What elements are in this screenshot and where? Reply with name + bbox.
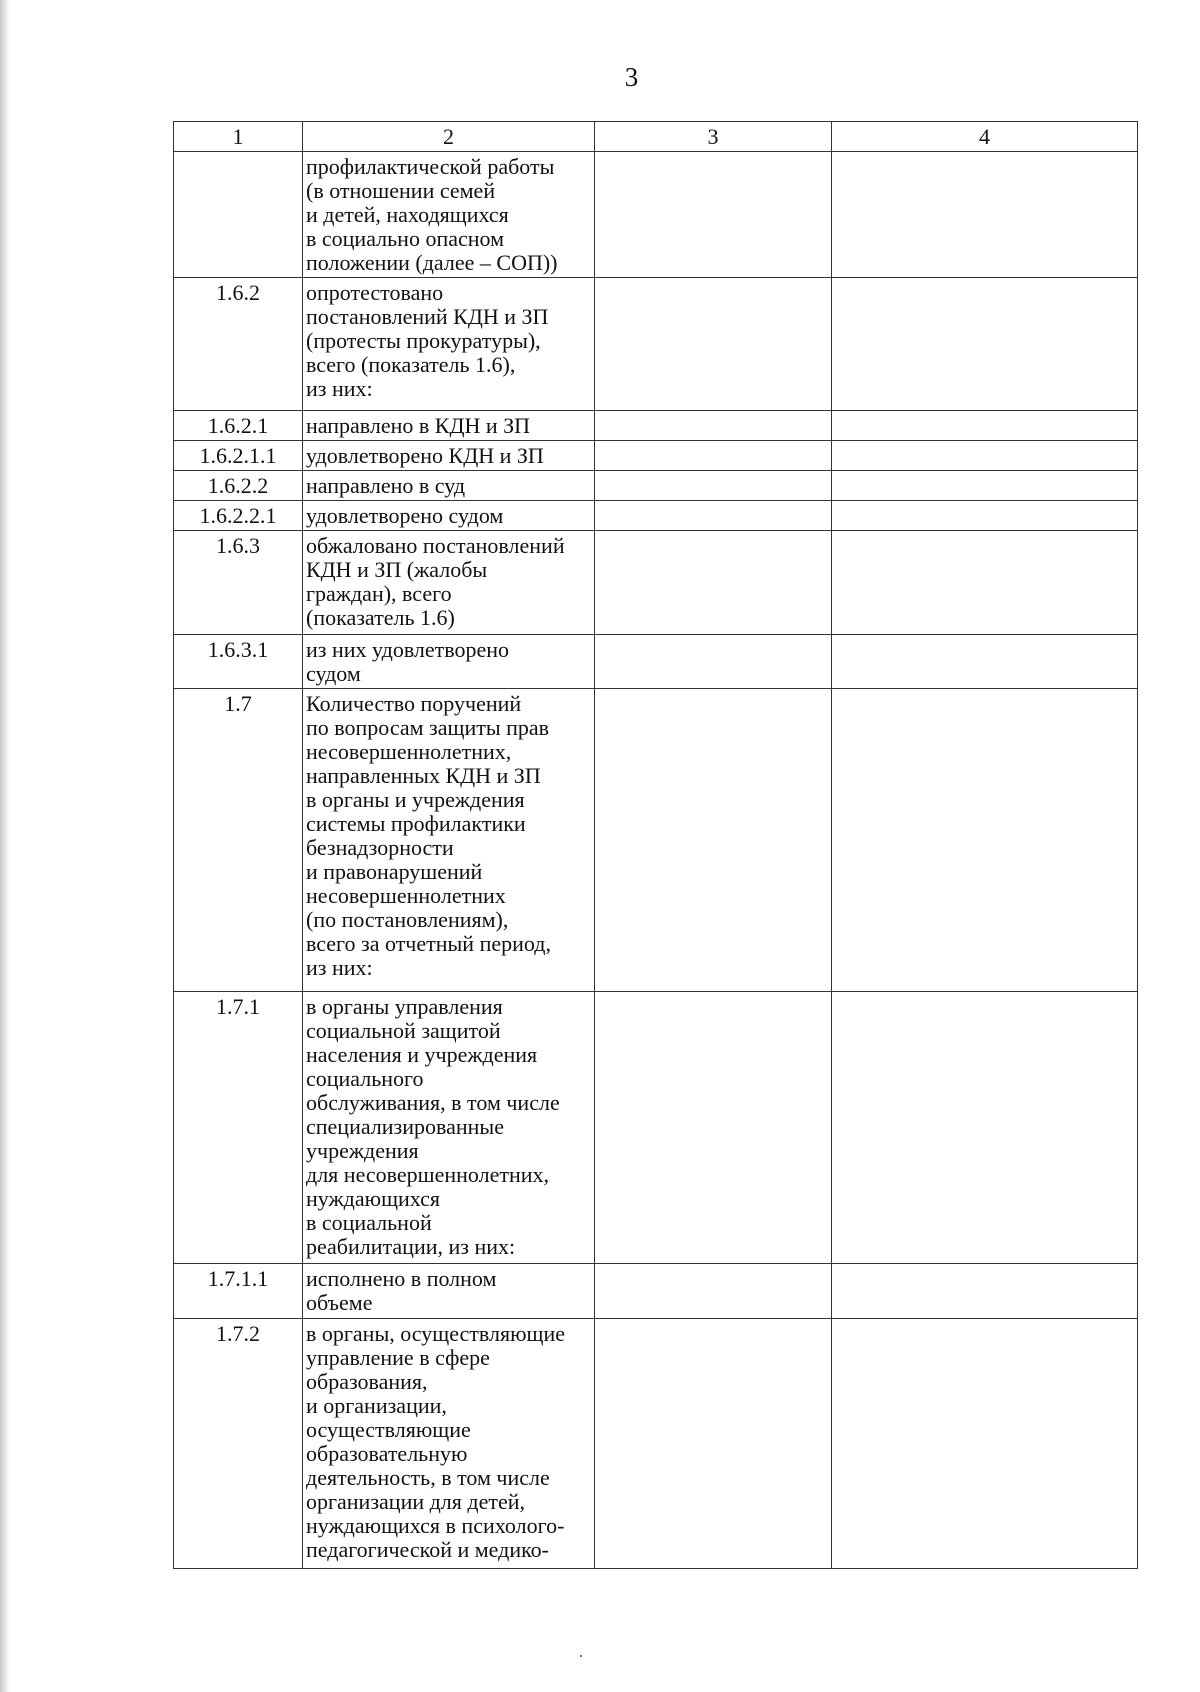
scan-edge-shadow (0, 0, 10, 1692)
row-value-col3 (595, 411, 832, 441)
row-value-col4 (832, 411, 1138, 441)
row-description: в органы, осуществляющие управление в сфере образования, и организации, осуществляющие образовательную деятельность, в том числе организации для детей, нуждающихся в психолого- педагогической и медико- (303, 1319, 595, 1569)
row-value-col3 (595, 278, 832, 411)
row-code (174, 152, 303, 278)
row-description: удовлетворено КДН и ЗП (303, 441, 595, 471)
row-value-col4 (832, 689, 1138, 992)
column-header-3: 3 (595, 122, 832, 152)
row-value-col4 (832, 278, 1138, 411)
row-description: направлено в КДН и ЗП (303, 411, 595, 441)
row-value-col3 (595, 471, 832, 501)
row-value-col4 (832, 152, 1138, 278)
row-value-col3 (595, 1264, 832, 1319)
row-value-col3 (595, 992, 832, 1264)
row-value-col3 (595, 1319, 832, 1569)
column-header-2: 2 (303, 122, 595, 152)
row-value-col3 (595, 501, 832, 531)
scan-speck (580, 1655, 582, 1657)
table-row (174, 278, 1138, 411)
page-number: 3 (624, 62, 639, 92)
row-code: 1.7.1.1 (174, 1264, 303, 1319)
row-code: 1.7.2 (174, 1319, 303, 1569)
row-code: 1.6.2.2 (174, 471, 303, 501)
table-row (174, 441, 1138, 471)
row-description: опротестовано постановлений КДН и ЗП (протесты прокуратуры), всего (показатель 1.6), из них: (303, 278, 595, 411)
report-table (173, 121, 1138, 1569)
table-row (174, 689, 1138, 992)
column-header-4: 4 (832, 122, 1138, 152)
table-row (174, 531, 1138, 635)
row-value-col4 (832, 441, 1138, 471)
row-description: исполнено в полном объеме (303, 1264, 595, 1319)
table-row (174, 1264, 1138, 1319)
row-value-col4 (832, 531, 1138, 635)
row-description: Количество поручений по вопросам защиты прав несовершеннолетних, направленных КДН и ЗП в органы и учреждения системы профилактики безнадзорности и правонарушений несовершеннолетних (по постановлениям), всего за отчетный период, из них: (303, 689, 595, 992)
row-code: 1.6.2.2.1 (174, 501, 303, 531)
row-description: обжаловано постановлений КДН и ЗП (жалобы граждан), всего (показатель 1.6) (303, 531, 595, 635)
row-description: из них удовлетворено судом (303, 635, 595, 689)
row-value-col4 (832, 1319, 1138, 1569)
row-code: 1.6.3 (174, 531, 303, 635)
row-value-col3 (595, 531, 832, 635)
row-value-col4 (832, 635, 1138, 689)
row-code: 1.7.1 (174, 992, 303, 1264)
row-code: 1.6.2.1.1 (174, 441, 303, 471)
table-row (174, 152, 1138, 278)
row-value-col3 (595, 152, 832, 278)
row-description: профилактической работы (в отношении семей и детей, находящихся в социально опасном положении (далее – СОП)) (303, 152, 595, 278)
row-value-col4 (832, 1264, 1138, 1319)
table-row (174, 635, 1138, 689)
row-value-col3 (595, 441, 832, 471)
row-description: направлено в суд (303, 471, 595, 501)
row-code: 1.6.2 (174, 278, 303, 411)
table-row (174, 501, 1138, 531)
row-description: удовлетворено судом (303, 501, 595, 531)
table-header-row (174, 122, 1138, 152)
row-code: 1.7 (174, 689, 303, 992)
row-value-col4 (832, 992, 1138, 1264)
row-code: 1.6.2.1 (174, 411, 303, 441)
row-code: 1.6.3.1 (174, 635, 303, 689)
row-value-col4 (832, 471, 1138, 501)
table-row (174, 471, 1138, 501)
row-value-col3 (595, 689, 832, 992)
table-row (174, 411, 1138, 441)
table-row (174, 1319, 1138, 1569)
row-description: в органы управления социальной защитой населения и учреждения социального обслуживания, в том числе специализированные учреждения для несовершеннолетних, нуждающихся в социальной реабилитации, из них: (303, 992, 595, 1264)
row-value-col4 (832, 501, 1138, 531)
row-value-col3 (595, 635, 832, 689)
column-header-1: 1 (174, 122, 303, 152)
table-row (174, 992, 1138, 1264)
